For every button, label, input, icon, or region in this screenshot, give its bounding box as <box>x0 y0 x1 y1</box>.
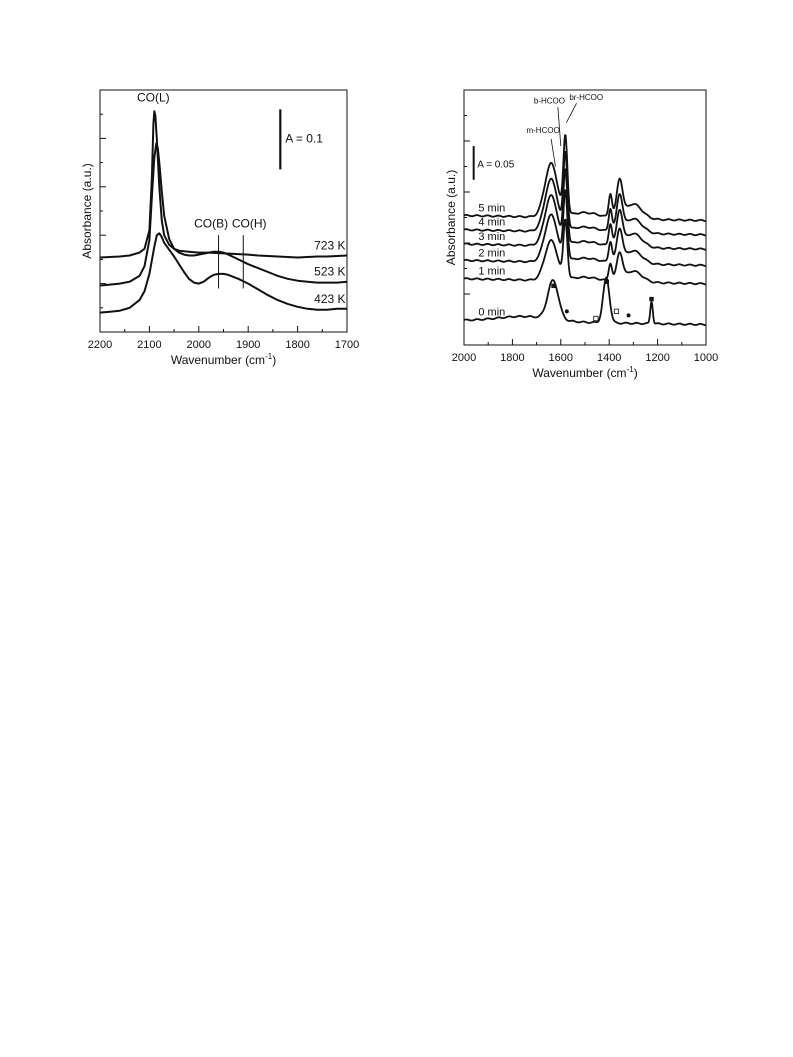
x-tick-label: 2100 <box>137 339 162 351</box>
x-axis-label: Wavenumber $(cm^{-1})$ <box>532 365 638 380</box>
series-label: 3 min <box>478 230 506 243</box>
x-axis-ticks <box>452 339 718 364</box>
series-label: 723 K <box>314 238 346 253</box>
filled-square-marker <box>551 284 555 288</box>
peak-annotation: br-HCOO <box>569 93 604 103</box>
series-label: 2 min <box>478 247 506 260</box>
series-label: 523 K <box>314 264 346 279</box>
x-tick-label: 1800 <box>500 352 525 364</box>
series-label: 423 K <box>314 291 346 306</box>
x-tick-label: 1400 <box>596 352 622 364</box>
chart-formate-adsorption <box>444 90 718 380</box>
scale-bar-label: A = 0.1 <box>285 131 323 146</box>
dot-marker <box>565 309 569 313</box>
filled-square-marker <box>649 297 653 301</box>
scale-bar-label: A = 0.05 <box>477 159 515 171</box>
x-tick-label: 1000 <box>693 352 719 364</box>
open-square-marker <box>594 316 598 320</box>
peak-annotation: b-HCOO <box>533 96 565 106</box>
plot-frame <box>100 90 347 332</box>
peak-annotation: CO(H) <box>231 216 267 231</box>
x-tick-label: 2000 <box>451 352 477 364</box>
series-label: 1 min <box>478 265 506 278</box>
series-label: 5 min <box>478 202 506 215</box>
x-tick-label: 2000 <box>186 339 212 351</box>
x-tick-label: 1900 <box>235 339 261 351</box>
peak-annotation: m-HCOO <box>526 125 560 135</box>
x-axis-label: Wavenumber $(cm^{-1})$ <box>170 352 277 367</box>
series-label: 0 min <box>478 306 506 319</box>
x-tick-label: 1600 <box>548 352 574 364</box>
series-line <box>100 233 347 312</box>
series-label: 4 min <box>478 216 506 229</box>
x-tick-label: 1200 <box>645 352 670 364</box>
x-tick-label: 1800 <box>285 339 310 351</box>
open-square-marker <box>614 309 618 313</box>
filled-square-marker <box>605 280 609 284</box>
annotation-leader <box>566 103 576 122</box>
y-axis-label: Absorbance (a.u.) <box>444 169 458 266</box>
x-tick-label: 2200 <box>87 339 113 351</box>
y-axis-label: Absorbance (a.u.) <box>80 163 94 259</box>
x-tick-label: 1700 <box>334 339 360 351</box>
chart-co-adsorption <box>80 90 359 367</box>
dot-marker <box>627 313 631 317</box>
series-line <box>100 143 347 285</box>
x-axis-ticks <box>88 326 359 351</box>
peak-annotation: CO(L) <box>137 90 170 105</box>
peak-annotation: CO(B) <box>194 216 229 231</box>
